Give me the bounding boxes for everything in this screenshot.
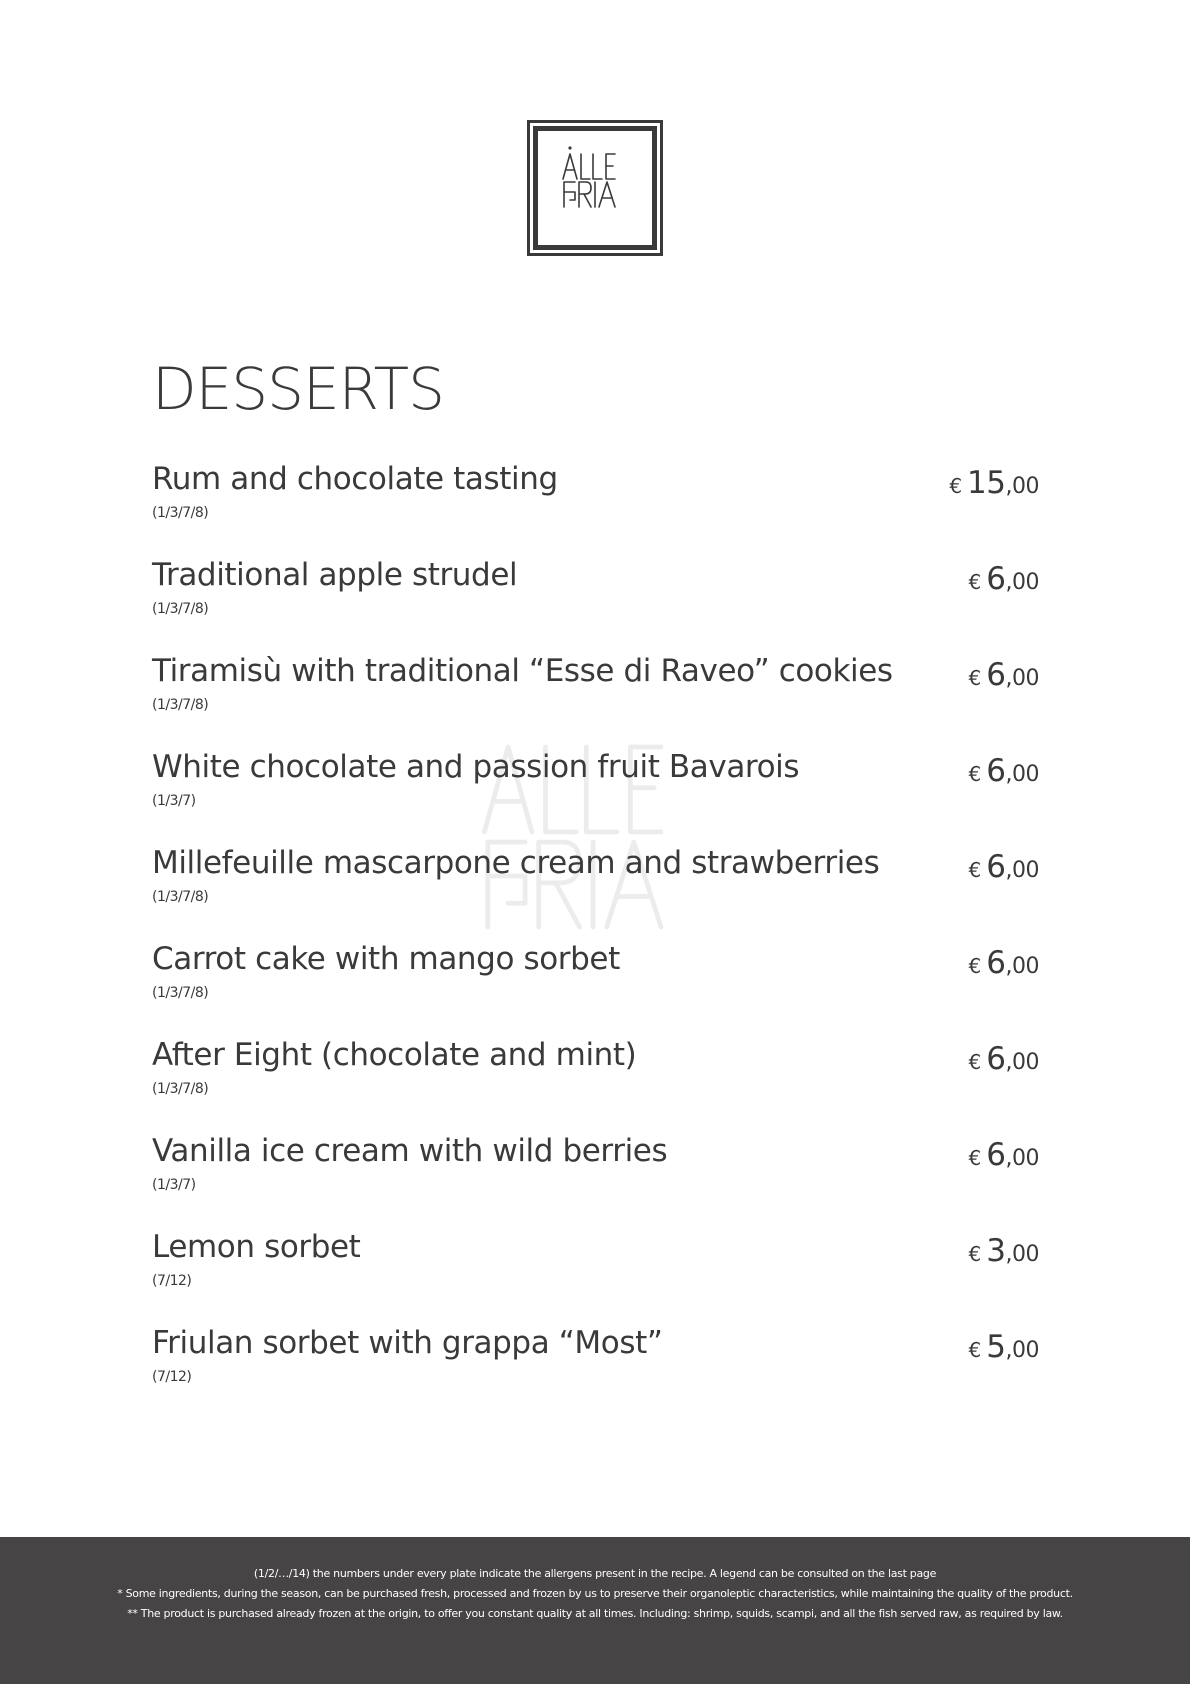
menu-item: [152, 1130, 1039, 1226]
menu-item: [152, 1226, 1039, 1322]
item-price: [969, 1134, 1039, 1181]
allegria-logo: [527, 120, 663, 256]
item-price: [969, 654, 1039, 701]
currency-symbol: €: [949, 474, 963, 498]
menu-item: [152, 1034, 1039, 1130]
currency-symbol: €: [968, 954, 982, 978]
item-name: Friulan sorbet with grappa “Most”: [152, 1325, 663, 1361]
price-integer: 5: [986, 1329, 1006, 1365]
item-allergens: (1/3/7/8): [152, 697, 209, 713]
dessert-list: [152, 458, 1039, 1418]
price-integer: 6: [986, 945, 1006, 981]
item-name: Lemon sorbet: [152, 1229, 361, 1265]
item-price: [969, 750, 1039, 797]
price-integer: 6: [986, 657, 1006, 693]
item-name: Carrot cake with mango sorbet: [152, 941, 620, 977]
menu-item: [152, 842, 1039, 938]
currency-symbol: €: [968, 666, 982, 690]
item-name: Rum and chocolate tasting: [152, 461, 558, 497]
price-decimals: ,00: [1005, 858, 1039, 883]
price-decimals: ,00: [1005, 762, 1039, 787]
item-name: Tiramisù with traditional “Esse di Raveo” cookies: [152, 653, 893, 689]
item-price: [949, 462, 1039, 509]
item-allergens: (1/3/7/8): [152, 601, 209, 617]
allergen-note: (1/2/…/14) the numbers under every plate indicate the allergens present in the recipe. A legend can be consulted on the last page: [253, 1567, 937, 1580]
item-allergens: (7/12): [152, 1369, 192, 1385]
item-price: [969, 1326, 1039, 1373]
frozen-origin-note: ** The product is purchased already frozen at the origin, to offer you constant quality at all times. Including: shrimp, squids, scampi, and all the fish served raw, as required by law.: [127, 1607, 1063, 1620]
price-decimals: ,00: [1005, 474, 1039, 499]
price-decimals: ,00: [1005, 1338, 1039, 1363]
price-integer: 15: [967, 465, 1006, 501]
currency-symbol: €: [968, 762, 982, 786]
price-integer: 6: [986, 753, 1006, 789]
menu-item: [152, 554, 1039, 650]
item-price: [969, 1038, 1039, 1085]
item-name: White chocolate and passion fruit Bavarois: [152, 749, 800, 785]
item-name: Traditional apple strudel: [152, 557, 518, 593]
menu-item: [152, 458, 1039, 554]
item-allergens: (1/3/7): [152, 1177, 196, 1193]
item-allergens: (1/3/7/8): [152, 985, 209, 1001]
menu-item: [152, 938, 1039, 1034]
menu-item: [152, 650, 1039, 746]
price-decimals: ,00: [1005, 570, 1039, 595]
price-integer: 6: [986, 1041, 1006, 1077]
item-allergens: (7/12): [152, 1273, 192, 1289]
item-allergens: (1/3/7/8): [152, 1081, 209, 1097]
price-integer: 6: [986, 561, 1006, 597]
item-price: [969, 1230, 1039, 1277]
item-name: Millefeuille mascarpone cream and strawberries: [152, 845, 880, 881]
menu-item: [152, 746, 1039, 842]
item-price: [969, 942, 1039, 989]
price-decimals: ,00: [1005, 666, 1039, 691]
price-integer: 3: [986, 1233, 1006, 1269]
item-price: [969, 846, 1039, 893]
frozen-ingredients-note: * Some ingredients, during the season, can be purchased fresh, processed and frozen by us to preserve their organoleptic characteristics, while maintaining the quality of the product.: [117, 1587, 1073, 1600]
item-allergens: (1/3/7/8): [152, 889, 209, 905]
currency-symbol: €: [968, 1338, 982, 1362]
price-decimals: ,00: [1005, 1146, 1039, 1171]
price-integer: 6: [986, 1137, 1006, 1173]
section-title: DESSERTS: [152, 355, 444, 423]
currency-symbol: €: [968, 570, 982, 594]
currency-symbol: €: [968, 1146, 982, 1170]
price-decimals: ,00: [1005, 1050, 1039, 1075]
item-allergens: (1/3/7/8): [152, 505, 209, 521]
item-name: Vanilla ice cream with wild berries: [152, 1133, 668, 1169]
currency-symbol: €: [968, 1242, 982, 1266]
item-price: [969, 558, 1039, 605]
currency-symbol: €: [968, 858, 982, 882]
price-decimals: ,00: [1005, 954, 1039, 979]
price-decimals: ,00: [1005, 1242, 1039, 1267]
price-integer: 6: [986, 849, 1006, 885]
currency-symbol: €: [968, 1050, 982, 1074]
item-name: After Eight (chocolate and mint): [152, 1037, 637, 1073]
item-allergens: (1/3/7): [152, 793, 196, 809]
logo-mark: [527, 120, 663, 256]
footer-notes: [0, 1537, 1190, 1684]
menu-item: [152, 1322, 1039, 1418]
